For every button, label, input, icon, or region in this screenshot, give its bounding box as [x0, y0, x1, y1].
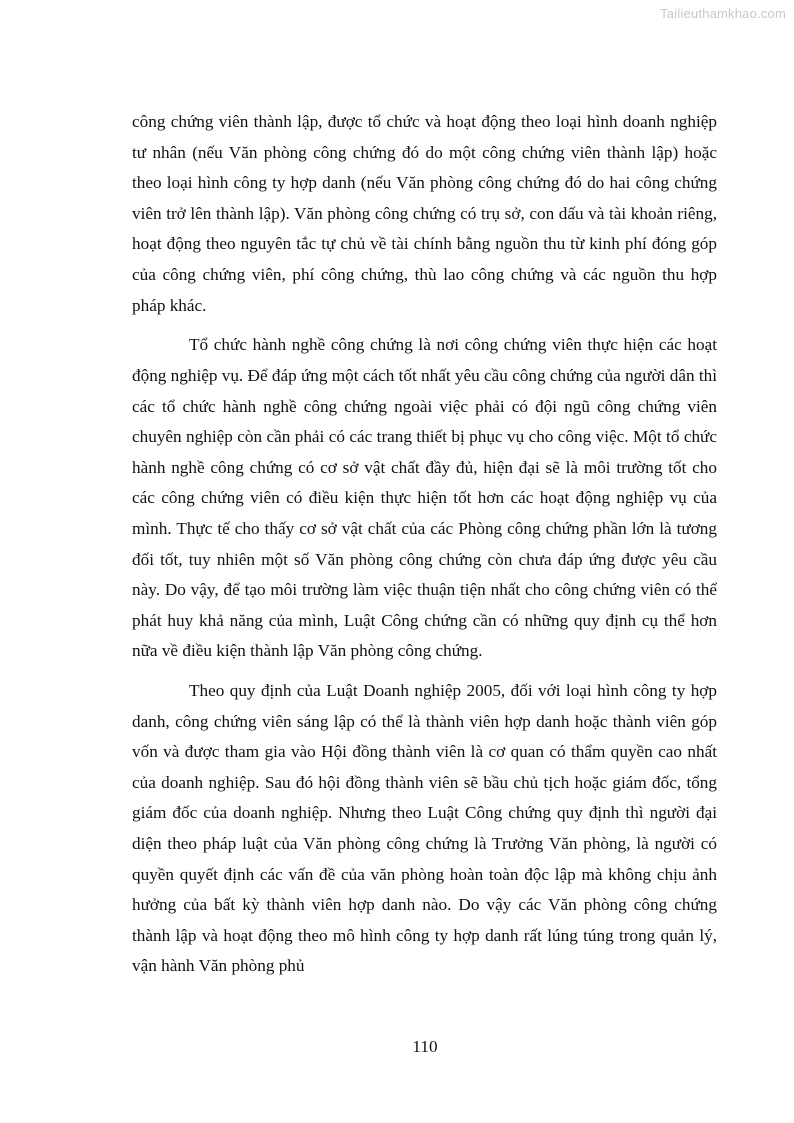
paragraph-3: Theo quy định của Luật Doanh nghiệp 2005, đối với loại hình công ty hợp danh, công chứng viên sáng lập có thể là thành viên hợp danh hoặc thành viên góp vốn và được tham gia vào Hội đồng thành viên là cơ quan có thẩm quyền cao nhất của doanh nghiệp. Sau đó hội đồng thành viên sẽ bầu chủ tịch hoặc giám đốc, tổng giám đốc của doanh nghiệp. Nhưng theo Luật Công chứng quy định thì người đại diện theo pháp luật của Văn phòng công chứng là Trưởng Văn phòng, là người có quyền quyết định các vấn đề của văn phòng hoàn toàn độc lập mà không chịu ảnh hưởng của bất kỳ thành viên hợp danh nào. Do vậy các Văn phòng công chứng thành lập và hoạt động theo mô hình công ty hợp danh rất lúng túng trong quản lý, vận hành Văn phòng phủ: [132, 681, 717, 976]
paragraph-1: công chứng viên thành lập, được tổ chức và hoạt động theo loại hình doanh nghiệp tư nhân (nếu Văn phòng công chứng đó do một công chứng viên thành lập) hoặc theo loại hình công ty hợp danh (nếu Văn phòng công chứng đó do hai công chứng viên trở lên thành lập). Văn phòng công chứng có trụ sở, con dấu và tài khoản riêng, hoạt động theo nguyên tắc tự chủ về tài chính bằng nguồn thu từ kinh phí đóng góp của công chứng viên, phí công chứng, thù lao công chứng và các nguồn thu hợp pháp khác.: [132, 112, 717, 315]
page-number: 110: [412, 1037, 438, 1056]
document-body: [132, 107, 717, 991]
watermark-text: Tailieuthamkhao.com: [660, 6, 786, 21]
paragraph-2: Tổ chức hành nghề công chứng là nơi công chứng viên thực hiện các hoạt động nghiệp vụ. Để đáp ứng một cách tốt nhất yêu cầu công chứng của người dân thì các tổ chức hành nghề công chứng ngoài việc phải có đội ngũ công chứng viên chuyên nghiệp còn cần phải có các trang thiết bị phục vụ cho công việc. Một tổ chức hành nghề công chứng có cơ sở vật chất đầy đủ, hiện đại sẽ là môi trường tốt cho các công chứng viên có điều kiện thực hiện tốt hơn các hoạt động nghiệp vụ của mình. Thực tế cho thấy cơ sở vật chất của các Phòng công chứng phần lớn là tương đối tốt, tuy nhiên một số Văn phòng công chứng còn chưa đáp ứng được yêu cầu này. Do vậy, để tạo môi trường làm việc thuận tiện nhất cho công chứng viên có thể phát huy khả năng của mình, Luật Công chứng cần có những quy định cụ thể hơn nữa về điều kiện thành lập Văn phòng công chứng.: [132, 335, 717, 661]
